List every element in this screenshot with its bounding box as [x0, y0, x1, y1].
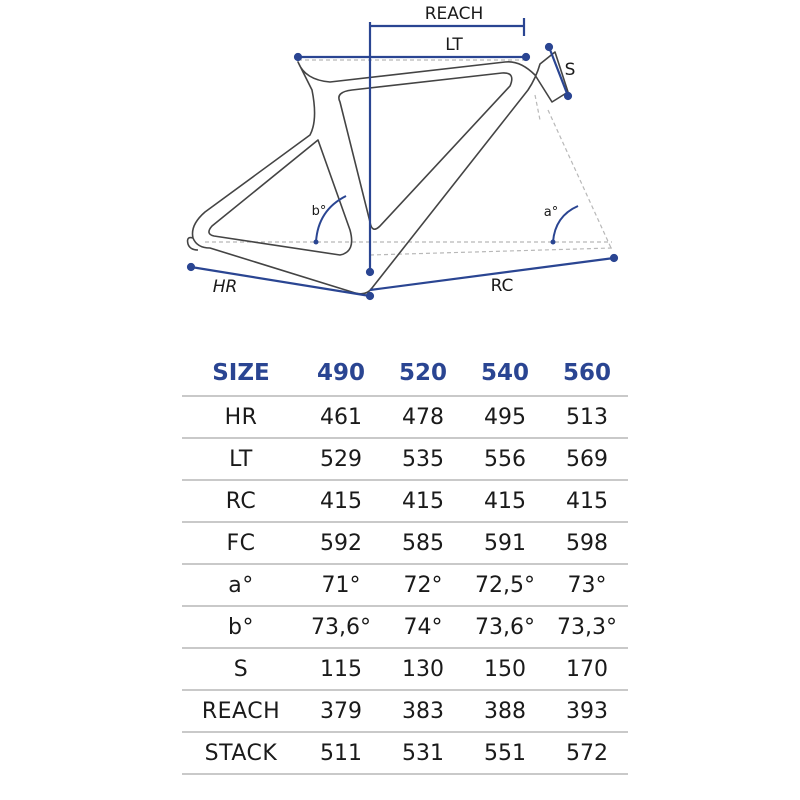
table-cell: 572: [546, 732, 628, 774]
table-row: [182, 690, 628, 732]
table-cell: 383: [382, 690, 464, 732]
header-size: SIZE: [182, 350, 300, 396]
a-angle-label: a°: [543, 205, 559, 220]
table-cell: 415: [300, 480, 382, 522]
table-row: [182, 564, 628, 606]
row-label: a°: [182, 564, 300, 606]
table-cell: 73,6°: [464, 606, 546, 648]
table-cell: 73,3°: [546, 606, 628, 648]
table-cell: 379: [300, 690, 382, 732]
table-cell: 478: [382, 396, 464, 438]
reach-label: REACH: [424, 4, 484, 24]
b-angle-label: b°: [311, 204, 327, 219]
table-cell: 513: [546, 396, 628, 438]
table-cell: 170: [546, 648, 628, 690]
hr-label: HR: [212, 277, 238, 297]
angle-b-marker: [314, 240, 319, 245]
header-size-520: 520: [382, 350, 464, 396]
table-cell: 74°: [382, 606, 464, 648]
table-row: [182, 606, 628, 648]
lt-label: LT: [445, 35, 463, 55]
table-cell: 150: [464, 648, 546, 690]
table-cell: 393: [546, 690, 628, 732]
table-cell: 461: [300, 396, 382, 438]
header-size-540: 540: [464, 350, 546, 396]
table-cell: 71°: [300, 564, 382, 606]
table-row: [182, 480, 628, 522]
angle-arcs: [316, 196, 578, 242]
row-label: RC: [182, 480, 300, 522]
table-cell: 529: [300, 438, 382, 480]
table-cell: 591: [464, 522, 546, 564]
table-cell: 388: [464, 690, 546, 732]
table-cell: 73°: [546, 564, 628, 606]
table-row: [182, 648, 628, 690]
header-size-490: 490: [300, 350, 382, 396]
table-cell: 415: [546, 480, 628, 522]
table-cell: 415: [464, 480, 546, 522]
angle-a-marker: [551, 240, 556, 245]
table-body: [182, 396, 628, 774]
s-label: S: [564, 60, 576, 80]
table-cell: 569: [546, 438, 628, 480]
table-cell: 415: [382, 480, 464, 522]
table-cell: 585: [382, 522, 464, 564]
construction-lines: [205, 60, 612, 255]
table-row: [182, 438, 628, 480]
table-cell: 598: [546, 522, 628, 564]
row-label: S: [182, 648, 300, 690]
header-size-560: 560: [546, 350, 628, 396]
row-label: STACK: [182, 732, 300, 774]
row-label: HR: [182, 396, 300, 438]
table-cell: 511: [300, 732, 382, 774]
rc-label: RC: [490, 276, 514, 296]
table-row: [182, 732, 628, 774]
row-label: REACH: [182, 690, 300, 732]
geometry-table: [182, 350, 628, 775]
bike-frame-outline: [188, 52, 568, 294]
table-cell: 130: [382, 648, 464, 690]
table-header-row: [182, 350, 628, 396]
table-cell: 556: [464, 438, 546, 480]
table-cell: 495: [464, 396, 546, 438]
table-cell: 72,5°: [464, 564, 546, 606]
row-label: FC: [182, 522, 300, 564]
table-cell: 531: [382, 732, 464, 774]
table-cell: 592: [300, 522, 382, 564]
table-cell: 551: [464, 732, 546, 774]
frame-geometry-diagram: [0, 0, 800, 320]
table-cell: 535: [382, 438, 464, 480]
table-cell: 115: [300, 648, 382, 690]
dimension-lines: [188, 18, 617, 299]
table-row: [182, 396, 628, 438]
table-cell: 72°: [382, 564, 464, 606]
row-label: b°: [182, 606, 300, 648]
table-cell: 73,6°: [300, 606, 382, 648]
table-row: [182, 522, 628, 564]
row-label: LT: [182, 438, 300, 480]
